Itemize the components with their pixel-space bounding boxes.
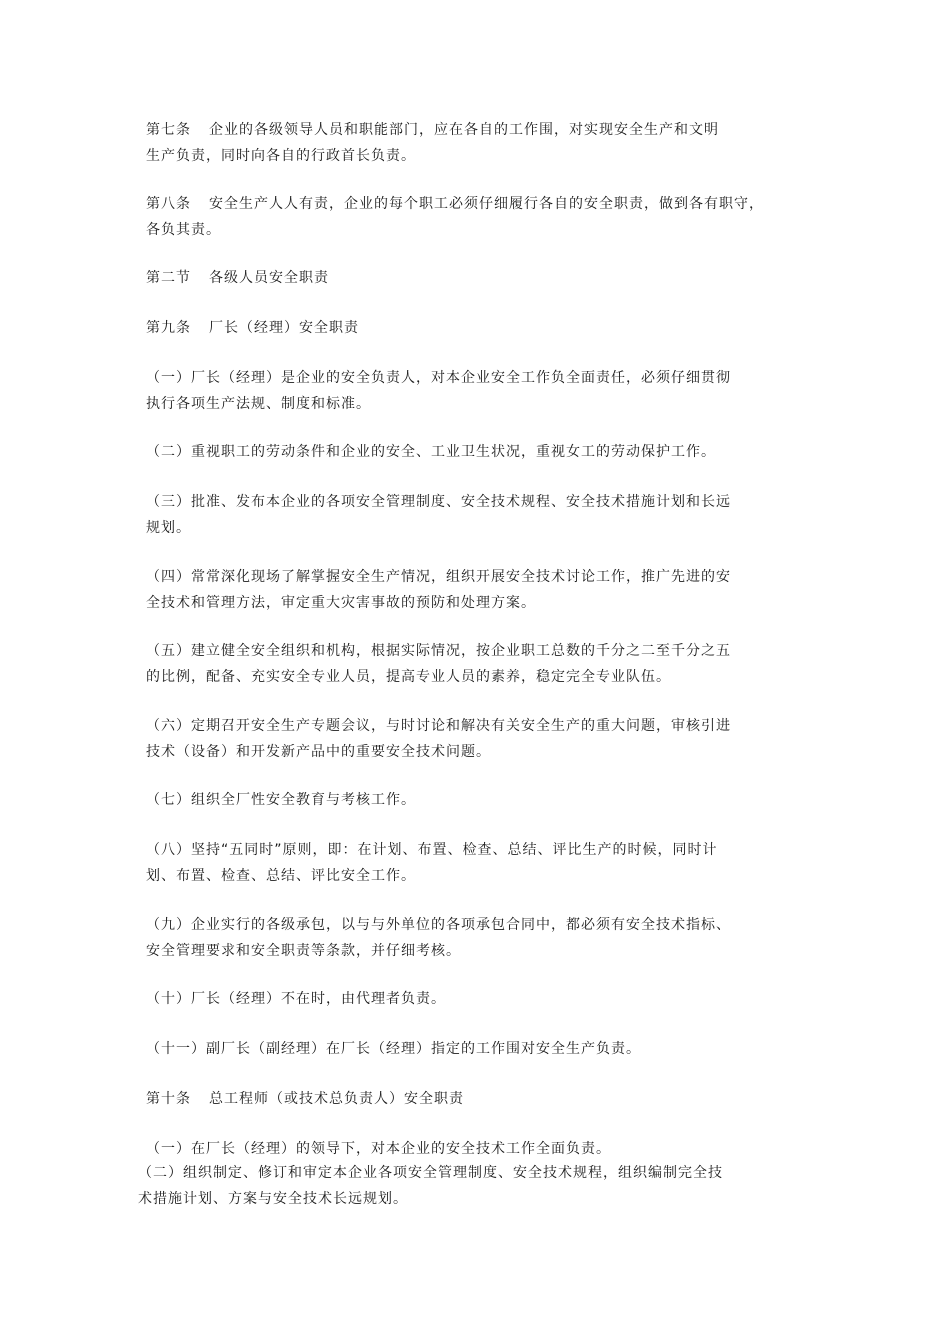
- article-9-item-8: [146, 837, 836, 889]
- article-7-line1: 企业的各级领导人员和职能部门，应在各自的工作围，对实现安全生产和文明: [209, 122, 719, 138]
- article-9-heading: [146, 315, 836, 341]
- item-line: 执行各项生产法规、制度和标准。: [146, 396, 371, 412]
- article-8-line1: 安全生产人人有责，企业的每个职工必须仔细履行各自的安全职责，做到各有职守，: [209, 196, 764, 212]
- item-line: （四）常常深化现场了解掌握安全生产情况，组织开展安全技术讨论工作，推广先进的安: [146, 569, 731, 585]
- article-7: [146, 117, 836, 169]
- item-line: （八）坚持“五同时”原则，即：在计划、布置、检查、总结、评比生产的时候，同时计: [146, 842, 718, 858]
- article-7-label: 第七条: [146, 122, 191, 138]
- article-7-line2: 生产负责，同时向各自的行政首长负责。: [146, 148, 416, 164]
- item-line: （十一）副厂长（副经理）在厂长（经理）指定的工作围对安全生产负责。: [146, 1041, 641, 1057]
- item-line: 规划。: [146, 520, 191, 536]
- item-line: 全技术和管理方法，审定重大灾害事故的预防和处理方案。: [146, 595, 536, 611]
- article-9-item-1: [146, 365, 836, 417]
- article-9-item-6: [146, 713, 836, 765]
- article-10-item-1: [146, 1136, 836, 1162]
- item-line: （二）重视职工的劳动条件和企业的安全、工业卫生状况，重视女工的劳动保护工作。: [146, 444, 716, 460]
- item-line: （六）定期召开安全生产专题会议，与时讨论和解决有关安全生产的重大问题，审核引进: [146, 718, 731, 734]
- section-2-title: 各级人员安全职责: [209, 270, 329, 286]
- article-8-label: 第八条: [146, 196, 191, 212]
- item-line: （十）厂长（经理）不在时，由代理者负责。: [146, 991, 446, 1007]
- item-line: 安全管理要求和安全职责等条款，并仔细考核。: [146, 943, 461, 959]
- item-line: 划、布置、检查、总结、评比安全工作。: [146, 868, 416, 884]
- item-line: （九）企业实行的各级承包，以与与外单位的各项承包合同中，都必须有安全技术指标、: [146, 917, 731, 933]
- item-line: 术措施计划、方案与安全技术长远规划。: [138, 1191, 408, 1207]
- article-9-item-5: [146, 638, 836, 690]
- article-10-label: 第十条: [146, 1091, 191, 1107]
- item-line: （二）组织制定、修订和审定本企业各项安全管理制度、安全技术规程，组织编制完全技: [138, 1165, 723, 1181]
- article-9-title: 厂长（经理）安全职责: [209, 320, 359, 336]
- article-10-heading: [146, 1086, 836, 1112]
- article-9-item-9: [146, 912, 836, 964]
- item-line: （三）批准、发布本企业的各项安全管理制度、安全技术规程、安全技术措施计划和长远: [146, 494, 731, 510]
- item-line: （七）组织全厂性安全教育与考核工作。: [146, 792, 416, 808]
- article-9-item-11: [146, 1036, 836, 1062]
- article-9-item-10: [146, 986, 836, 1012]
- item-line: （五）建立健全安全组织和机构，根据实际情况，按企业职工总数的千分之二至千分之五: [146, 643, 731, 659]
- item-line: 技术（设备）和开发新产品中的重要安全技术问题。: [146, 744, 491, 760]
- item-line: （一）厂长（经理）是企业的安全负责人，对本企业安全工作负全面责任，必须仔细贯彻: [146, 370, 731, 386]
- article-10-title: 总工程师（或技术总负责人）安全职责: [209, 1091, 464, 1107]
- item-line: （一）在厂长（经理）的领导下，对本企业的安全技术工作全面负责。: [146, 1141, 611, 1157]
- section-2-heading: [146, 265, 836, 291]
- article-9-item-3: [146, 489, 836, 541]
- article-8-line2: 各负其责。: [146, 222, 221, 238]
- article-8: [146, 191, 836, 243]
- article-9-item-2: [146, 439, 836, 465]
- article-10-item-2: [138, 1160, 828, 1212]
- item-line: 的比例，配备、充实安全专业人员，提高专业人员的素养，稳定完全专业队伍。: [146, 669, 671, 685]
- article-9-label: 第九条: [146, 320, 191, 336]
- article-9-item-7: [146, 787, 836, 813]
- article-9-item-4: [146, 564, 836, 616]
- section-2-label: 第二节: [146, 270, 191, 286]
